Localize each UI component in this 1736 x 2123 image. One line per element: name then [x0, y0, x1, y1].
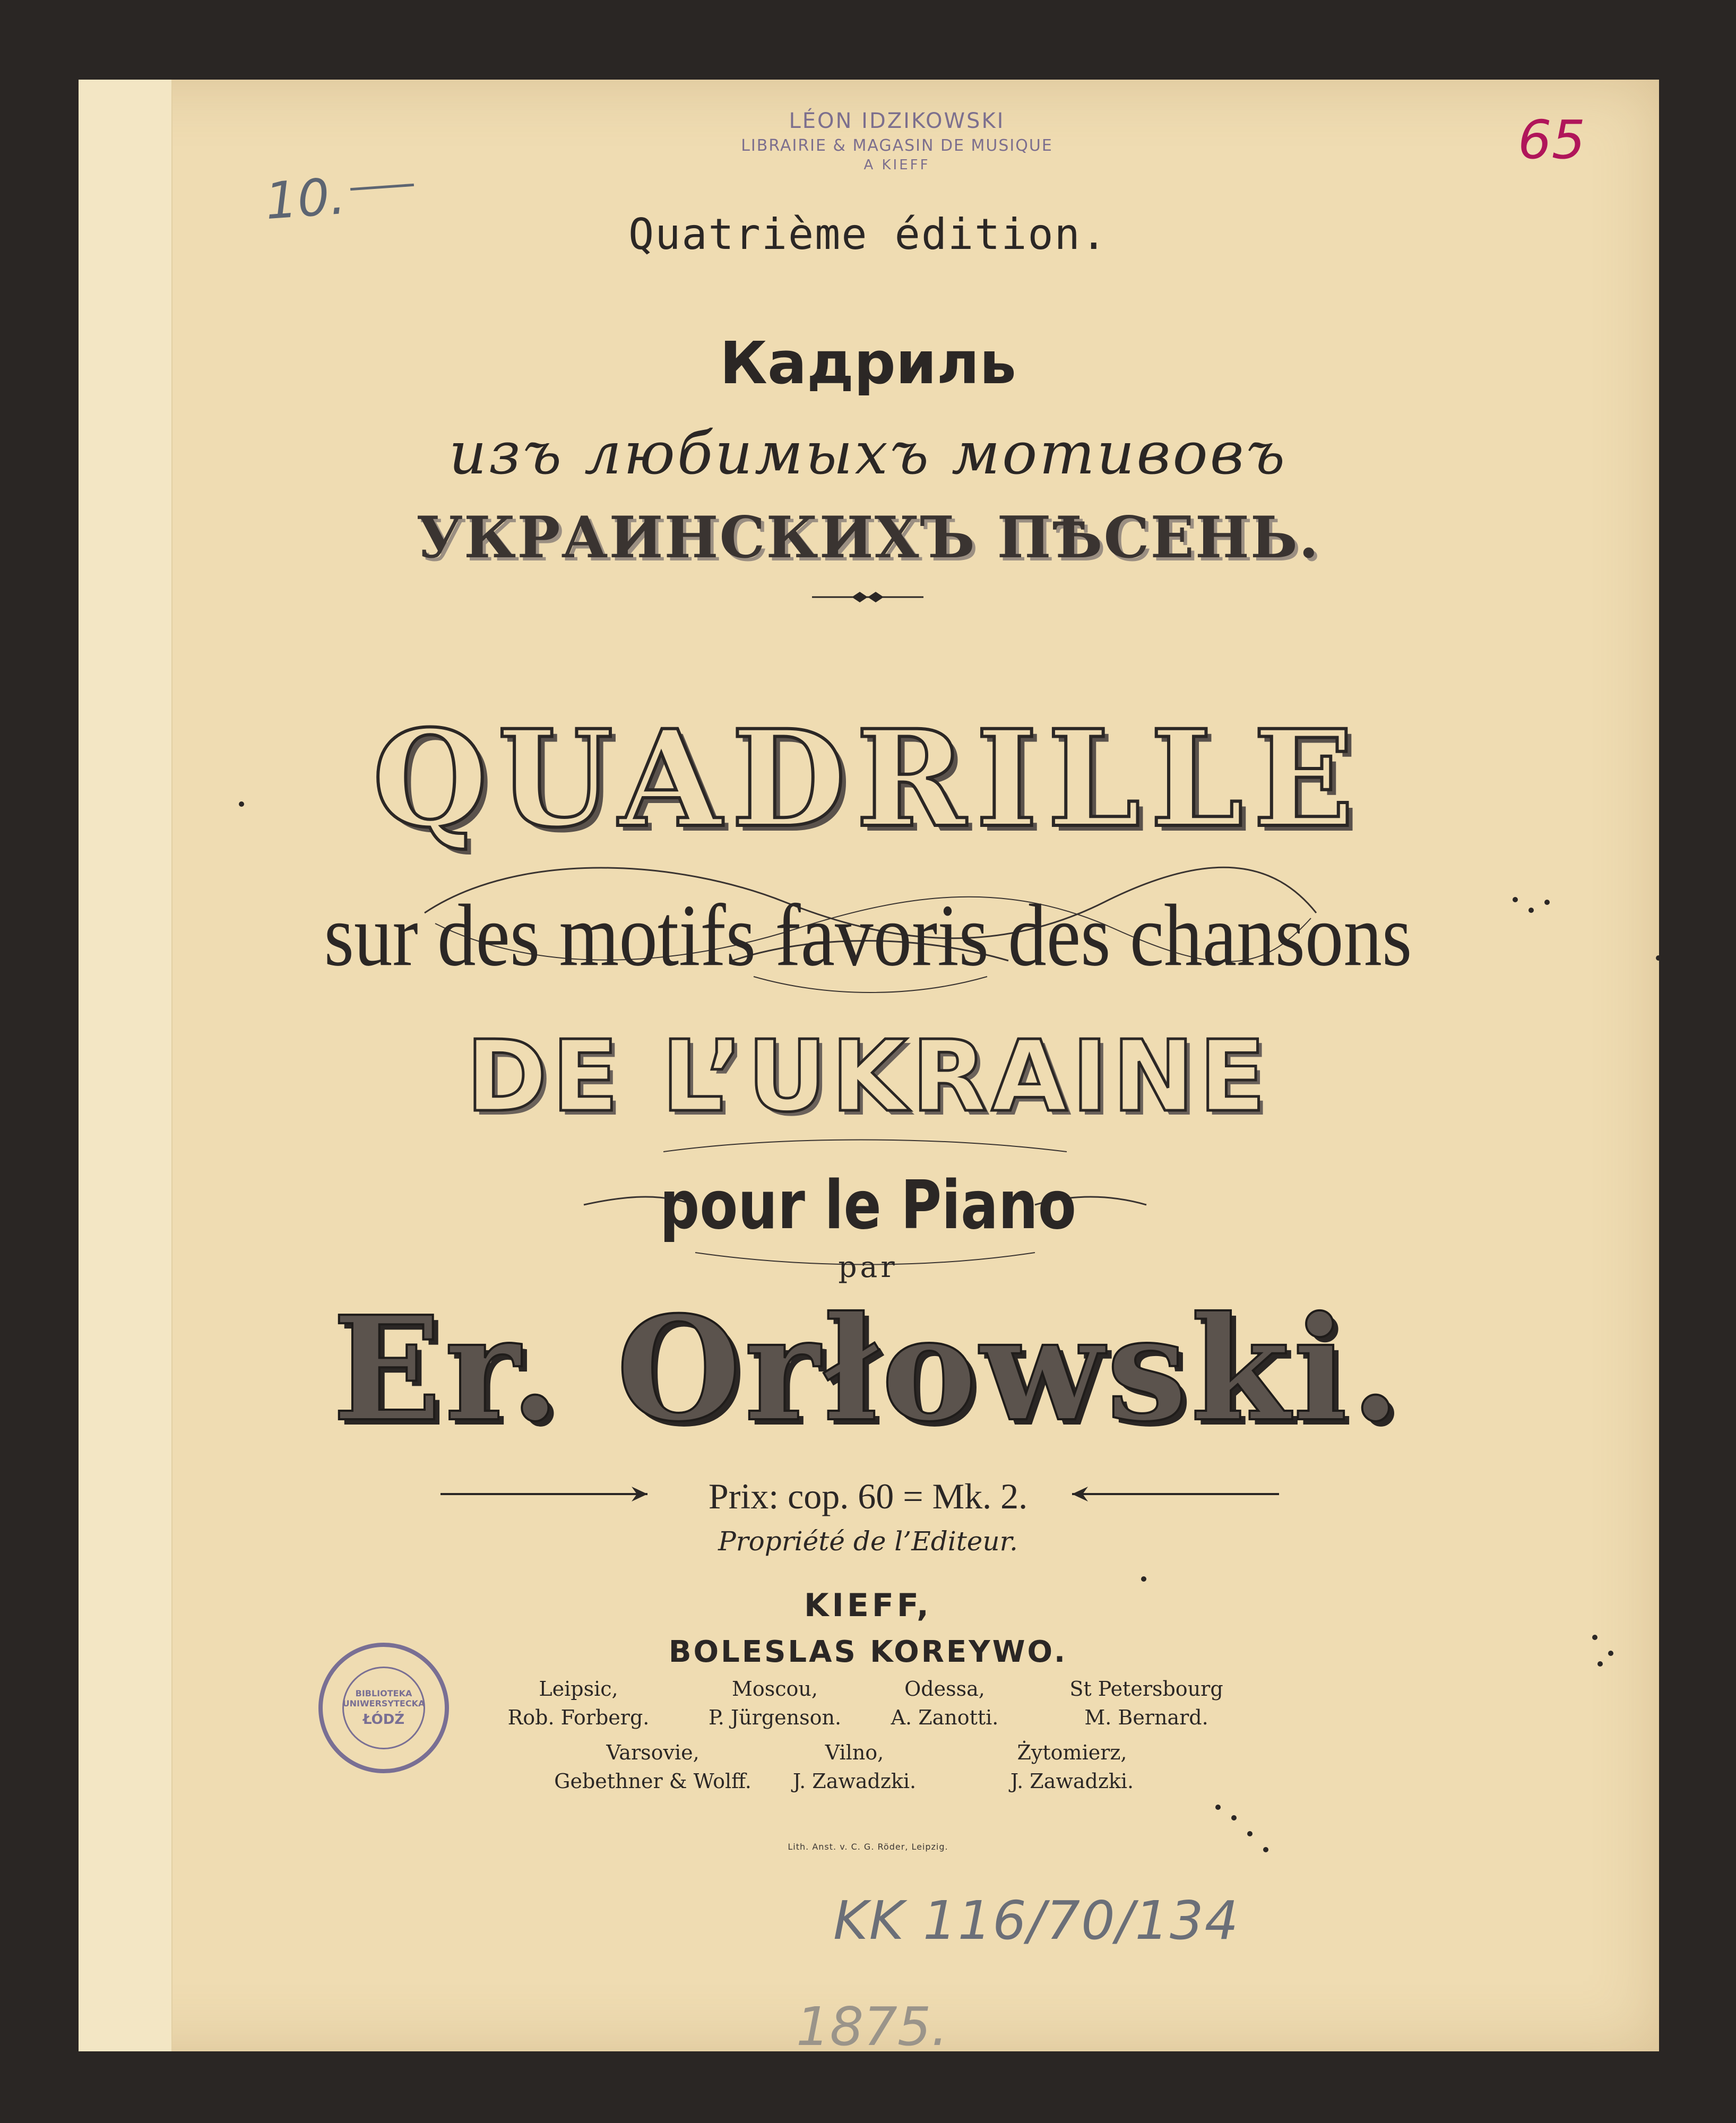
foxing-spot — [1513, 897, 1518, 902]
publisher-name: BOLESLAS KOREYWO. — [668, 1635, 1068, 1669]
bookseller-stamp — [706, 109, 1088, 173]
stamp-line-2: LIBRAIRIE & MAGASIN DE MUSIQUE — [741, 136, 1053, 155]
title-ru-line-3: УКРАИНСКИХЪ ПѢСЕНЬ. — [416, 504, 1320, 571]
title-ru-line-1: Кадриль — [720, 329, 1016, 397]
foxing-spot — [1597, 1661, 1603, 1667]
foxing-spot — [1247, 1831, 1253, 1836]
dealer-name: Gebethner & Wolff. — [554, 1770, 752, 1793]
foxing-spot — [1592, 1635, 1597, 1640]
foxing-spot — [1528, 908, 1534, 913]
edition-line: Quatrième édition. — [628, 210, 1108, 259]
foxing-spot — [1544, 900, 1550, 905]
title-ru-line-2: изъ любимыхъ мотивовъ — [448, 419, 1288, 487]
dealer-vilno — [743, 1741, 966, 1793]
dealer-city: Vilno, — [825, 1741, 884, 1764]
foxing-spot — [1608, 1651, 1613, 1656]
title-fr-by: par — [838, 1250, 898, 1284]
title-fr-instrument: pour le Piano — [660, 1166, 1076, 1245]
dealer-name: J. Zawadzki. — [1010, 1770, 1134, 1793]
dealer-name: Rob. Forberg. — [507, 1706, 650, 1729]
library-stamp-center: ŁÓDŹ — [362, 1712, 405, 1728]
propriete-line: Propriété de l’Editeur. — [718, 1526, 1018, 1557]
dealer-zytomierz — [961, 1741, 1184, 1793]
red-number-top-right: 65 — [1518, 109, 1586, 171]
composer-name: Er. Orłowski. — [332, 1284, 1404, 1453]
dealer-odessa — [833, 1677, 1056, 1729]
title-fr-main: QUADRILLE — [372, 701, 1364, 857]
dealer-city: Żytomierz, — [1017, 1741, 1127, 1764]
dealer-city: Leipsic, — [539, 1677, 618, 1701]
foxing-spot — [239, 801, 244, 807]
dealer-name: P. Jürgenson. — [708, 1706, 842, 1729]
dealer-city: St Petersbourg — [1069, 1677, 1223, 1701]
foxing-spot — [1215, 1805, 1221, 1810]
stamp-line-3: A KIEFF — [863, 157, 930, 173]
library-stamp — [318, 1643, 449, 1773]
dealer-name: J. Zawadzki. — [792, 1770, 917, 1793]
foxing-spot — [1231, 1815, 1237, 1820]
dealer-name: M. Bernard. — [1084, 1706, 1208, 1729]
foxing-spot — [1656, 955, 1661, 961]
library-stamp-text: BIBLIOTEKA UNIWERSYTECKA — [342, 1688, 425, 1708]
dealer-name: A. Zanotti. — [891, 1706, 999, 1729]
small-ornament — [812, 589, 923, 605]
dealer-city: Varsovie, — [606, 1741, 699, 1764]
dealer-leipsic — [467, 1677, 690, 1729]
publisher-city: KIEFF, — [804, 1587, 932, 1624]
pencil-shelfmark: KK 116/70/134 — [833, 1889, 1240, 1952]
printer-line: Lith. Anst. v. C. G. Röder, Leipzig. — [788, 1842, 948, 1852]
pencil-year: 1875. — [796, 1996, 948, 2058]
title-fr-subtitle: sur des motifs favoris des chansons — [324, 887, 1412, 985]
foxing-spot — [1263, 1847, 1268, 1852]
dealer-st-petersbourg — [1035, 1677, 1258, 1729]
title-fr-region: DE L’UKRAINE — [465, 1019, 1271, 1134]
stamp-line-1: LÉON IDZIKOWSKI — [789, 109, 1005, 133]
dealer-city: Moscou, — [731, 1677, 818, 1701]
price-line: Prix: cop. 60 = Mk. 2. — [708, 1476, 1028, 1516]
pencil-number-top-left: 10. — [263, 167, 348, 231]
foxing-spot — [1141, 1576, 1146, 1582]
dealer-city: Odessa, — [904, 1677, 985, 1701]
dealer-varsovie — [541, 1741, 764, 1793]
